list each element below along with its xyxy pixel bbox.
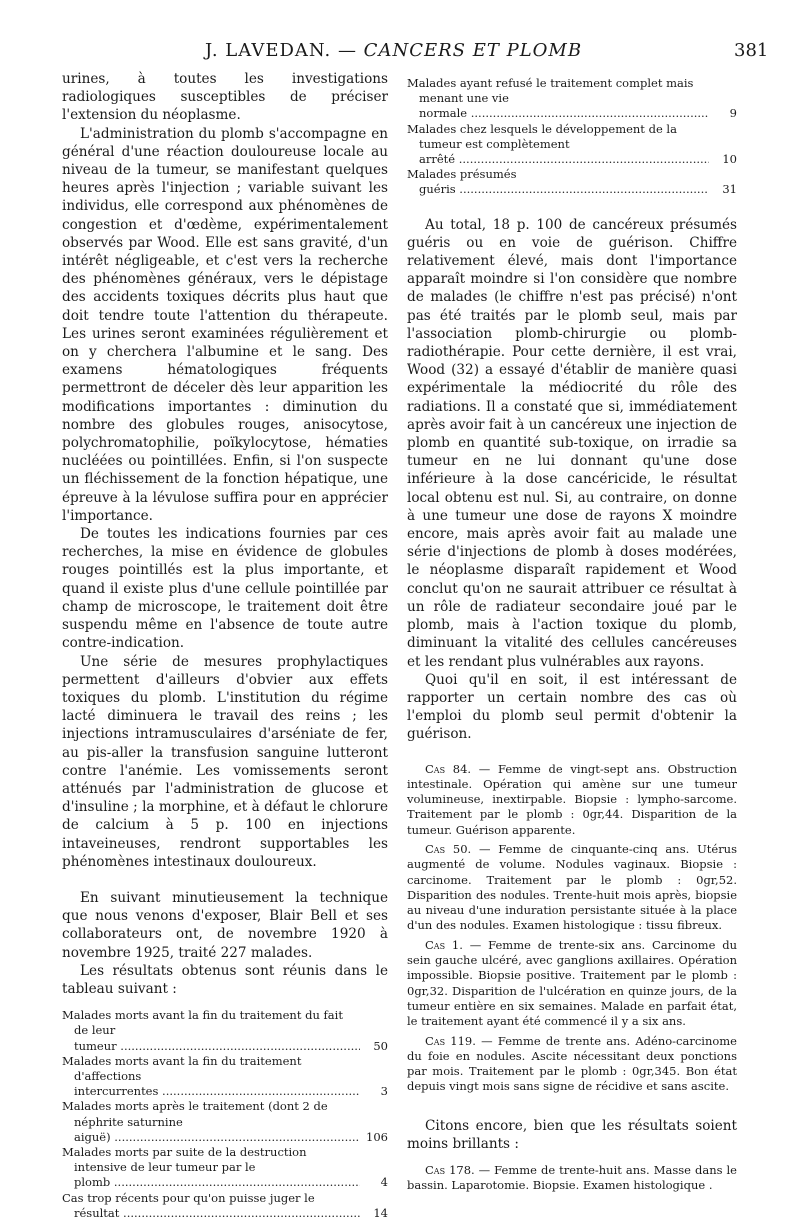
table-value: 4: [380, 1175, 388, 1190]
results-table: [62, 1008, 388, 1221]
table-value: 14: [373, 1205, 388, 1220]
table-row: [62, 1191, 388, 1221]
case-label: Cas 1.: [425, 937, 463, 952]
paragraph: Une série de mesures prophylactiques permettent d'ailleurs d'obvier aux effets toxiques du plomb. L'institution du régime lacté diminuera le travail des reins ; les injections intramusculaires d'arséniate de fer, au pis-aller la transfusion sanguine lutteront contre l'anémie. Les vomissements seront atténués par l'administration de glucose et d'insuline ; la morphine, et à défaut le chlorure de calcium à 5 p. 100 en injections intaveineuses, rendront supportables les phénomènes intestinaux douloureux.: [62, 653, 388, 870]
table-label: Malades morts après le traitement (dont 2 de néphrite saturnine aiguë) .....: [62, 1099, 360, 1145]
table-row: [62, 1054, 388, 1100]
table-row: [407, 76, 737, 122]
page-number: 381: [734, 40, 769, 61]
paragraph: Au total, 18 p. 100 de cancéreux présumés guéris ou en voie de guérison. Chiffre relativement élevé, mais dont l'importance apparaît moindre si l'on considère que nombre de malades (le chiffre n'est pas précisé) n'ont pas été traités par le plomb seul, mais par l'association plomb-chirurgie ou plomb-radiothérapie. Pour cette dernière, il est vrai, Wood (32) a essayé d'établir de manière quasi expérimentale la médiocrité du rôle des radiations. Il a constaté que si, immédiatement après avoir fait à un cancéreux une injection de plomb en quantité sub-toxique, on irradie sa tumeur en ne lui donnant qu'une dose inférieure à la dose cancéricide, le résultat local obtenu est nul. Si, au contraire, on donne à une tumeur une dose de rayons X moindre encore, mais après avoir fait au malade une série d'injections de plomb à doses modérées, le néoplasme disparaît rapidement et Wood conclut qu'on ne saurait attribuer ce résultat à un rôle de radiateur secondaire joué par le plomb, mais à l'action toxique du plomb, diminuant la vitalité des cellules cancéreuses et les rendant plus vulnérables aux rayons.: [407, 216, 737, 670]
case-report: [407, 938, 737, 1030]
table-value: 9: [729, 106, 737, 121]
table-row: [62, 1008, 388, 1054]
table-value: 10: [722, 152, 737, 167]
header-dash: —: [331, 40, 364, 61]
right-column: [407, 76, 737, 1198]
case-text: — Femme de trente-six ans. Carcinome du sein gauche ulcéré, avec ganglions axillaires. Opération impossible. Biopsie positive. Traitement par le plomb : 0gr,32. Disparition de l'ulcération en quinze jours, de la tumeur entière en six semaines. Malade en parfait état, le traitement ayant été commencé il y a six ans.: [407, 937, 738, 1029]
table-label: Malades morts avant la fin du traitement d'affections intercurrentes .....: [62, 1054, 360, 1100]
table-value: 106: [366, 1129, 388, 1144]
case-report: [407, 1163, 737, 1194]
case-label: Cas 50.: [425, 842, 472, 856]
table-row: [62, 1099, 388, 1145]
left-column: [62, 70, 388, 1221]
table-row: [407, 167, 737, 197]
paragraph: urines, à toutes les investigations radiologiques susceptibles de préciser l'extension du néoplasme.: [62, 71, 388, 124]
case-text: — Femme de trente ans. Adéno-carcinome du foie en nodules. Ascite nécessitant deux ponctions par mois. Traitement par le plomb : 0gr,345. Bon état depuis vingt mois sans signe de récidive et sans ascite.: [407, 1033, 737, 1094]
paragraph: L'administration du plomb s'accompagne en général d'une réaction douloureuse locale au niveau de la tumeur, se manifestant quelques heures après l'injection ; variable suivant les individus, elle correspond aux phénomènes de congestion et d'œdème, expérimentalement observés par Wood. Elle est sans gravité, d'un intérêt négligeable, et c'est vers la recherche des phénomènes généraux, vers le dépistage des accidents toxiques décrits plus haut que doit tendre toute l'attention du thérapeute. Les urines seront examinées régulièrement et on y cherchera l'albumine et le sang. Des examens hématologiques fréquents permettront de déceler dès leur apparition les modifications importantes : diminution du nombre des globules rouges, anisocytose, polychromatophilie, poïkylocytose, hématies nucléées ou pointillées. Enfin, si l'on suspecte un fléchissement de la fonction hépatique, une épreuve à la lévulose suffira pour en apprécier l'importance.: [62, 125, 388, 524]
table-label: Malades ayant refusé le traitement complet mais menant une vie normale .....: [407, 76, 709, 122]
paragraph: En suivant minutieusement la technique que nous venons d'exposer, Blair Bell et ses collaborateurs ont, de novembre 1920 à novembre 1925, traité 227 malades.: [62, 889, 388, 961]
case-label: Cas 84.: [425, 761, 472, 776]
header-title: CANCERS ET PLOMB: [363, 40, 583, 61]
case-text: — Femme de cinquante-cinq ans. Utérus augmenté de volume. Nodules vaginaux. Biopsie : carcinome. Traitement par le plomb : 0gr,52. Disparition des nodules. Trente-huit mois après, biopsie au niveau d'une induration persistante située à la place d'un des nodules. Examen histologique : tissu fibreux.: [407, 842, 737, 933]
header-author: J. LAVEDAN.: [205, 40, 332, 61]
paragraph: Les résultats obtenus sont réunis dans le tableau suivant :: [62, 962, 388, 997]
table-value: 31: [722, 182, 737, 197]
paragraph: Citons encore, bien que les résultats soient moins brillants :: [407, 1117, 737, 1152]
paragraph: Quoi qu'il en soit, il est intéressant de rapporter un certain nombre des cas où l'emploi du plomb seul permit d'obtenir la guérison.: [407, 671, 737, 743]
case-report: [407, 842, 737, 934]
case-report: [407, 1034, 737, 1095]
case-report: [407, 762, 737, 838]
table-label: Malades morts par suite de la destruction intensive de leur tumeur par le plomb .....: [62, 1145, 360, 1191]
running-title: [205, 40, 582, 61]
table-row: [62, 1145, 388, 1191]
table-value: 50: [373, 1038, 388, 1053]
table-row: [407, 122, 737, 168]
table-label: Malades chez lesquels le développement de la tumeur est complètement arrêté .....: [407, 122, 709, 168]
case-text: — Femme de trente-huit ans. Masse dans le bassin. Laparotomie. Biopsie. Examen histologique .: [407, 1163, 737, 1193]
table-label: Malades présumés guéris .....: [407, 167, 709, 197]
table-label: Cas trop récents pour qu'on puisse juger le résultat .....: [62, 1191, 360, 1221]
table-value: 3: [380, 1084, 388, 1099]
results-table-continued: [407, 76, 737, 198]
case-text: — Femme de vingt-sept ans. Obstruction intestinale. Opération qui amène sur une tumeur volumineuse, inextirpable. Biopsie : lympho-sarcome. Traitement par le plomb : 0gr,44. Disparition de la tumeur. Guérison apparente.: [407, 761, 737, 837]
table-label: Malades morts avant la fin du traitement du fait de leur tumeur .....: [62, 1008, 360, 1054]
running-header: [0, 40, 800, 70]
case-label: Cas 178.: [425, 1163, 475, 1178]
case-label: Cas 119.: [425, 1033, 476, 1048]
paragraph: De toutes les indications fournies par ces recherches, la mise en évidence de globules rouges pointillés est la plus importante, et quand il existe plus d'une cellule pointillée par champ de microscope, le traitement doit être suspendu même en l'absence de toute autre contre-indication.: [62, 526, 388, 652]
